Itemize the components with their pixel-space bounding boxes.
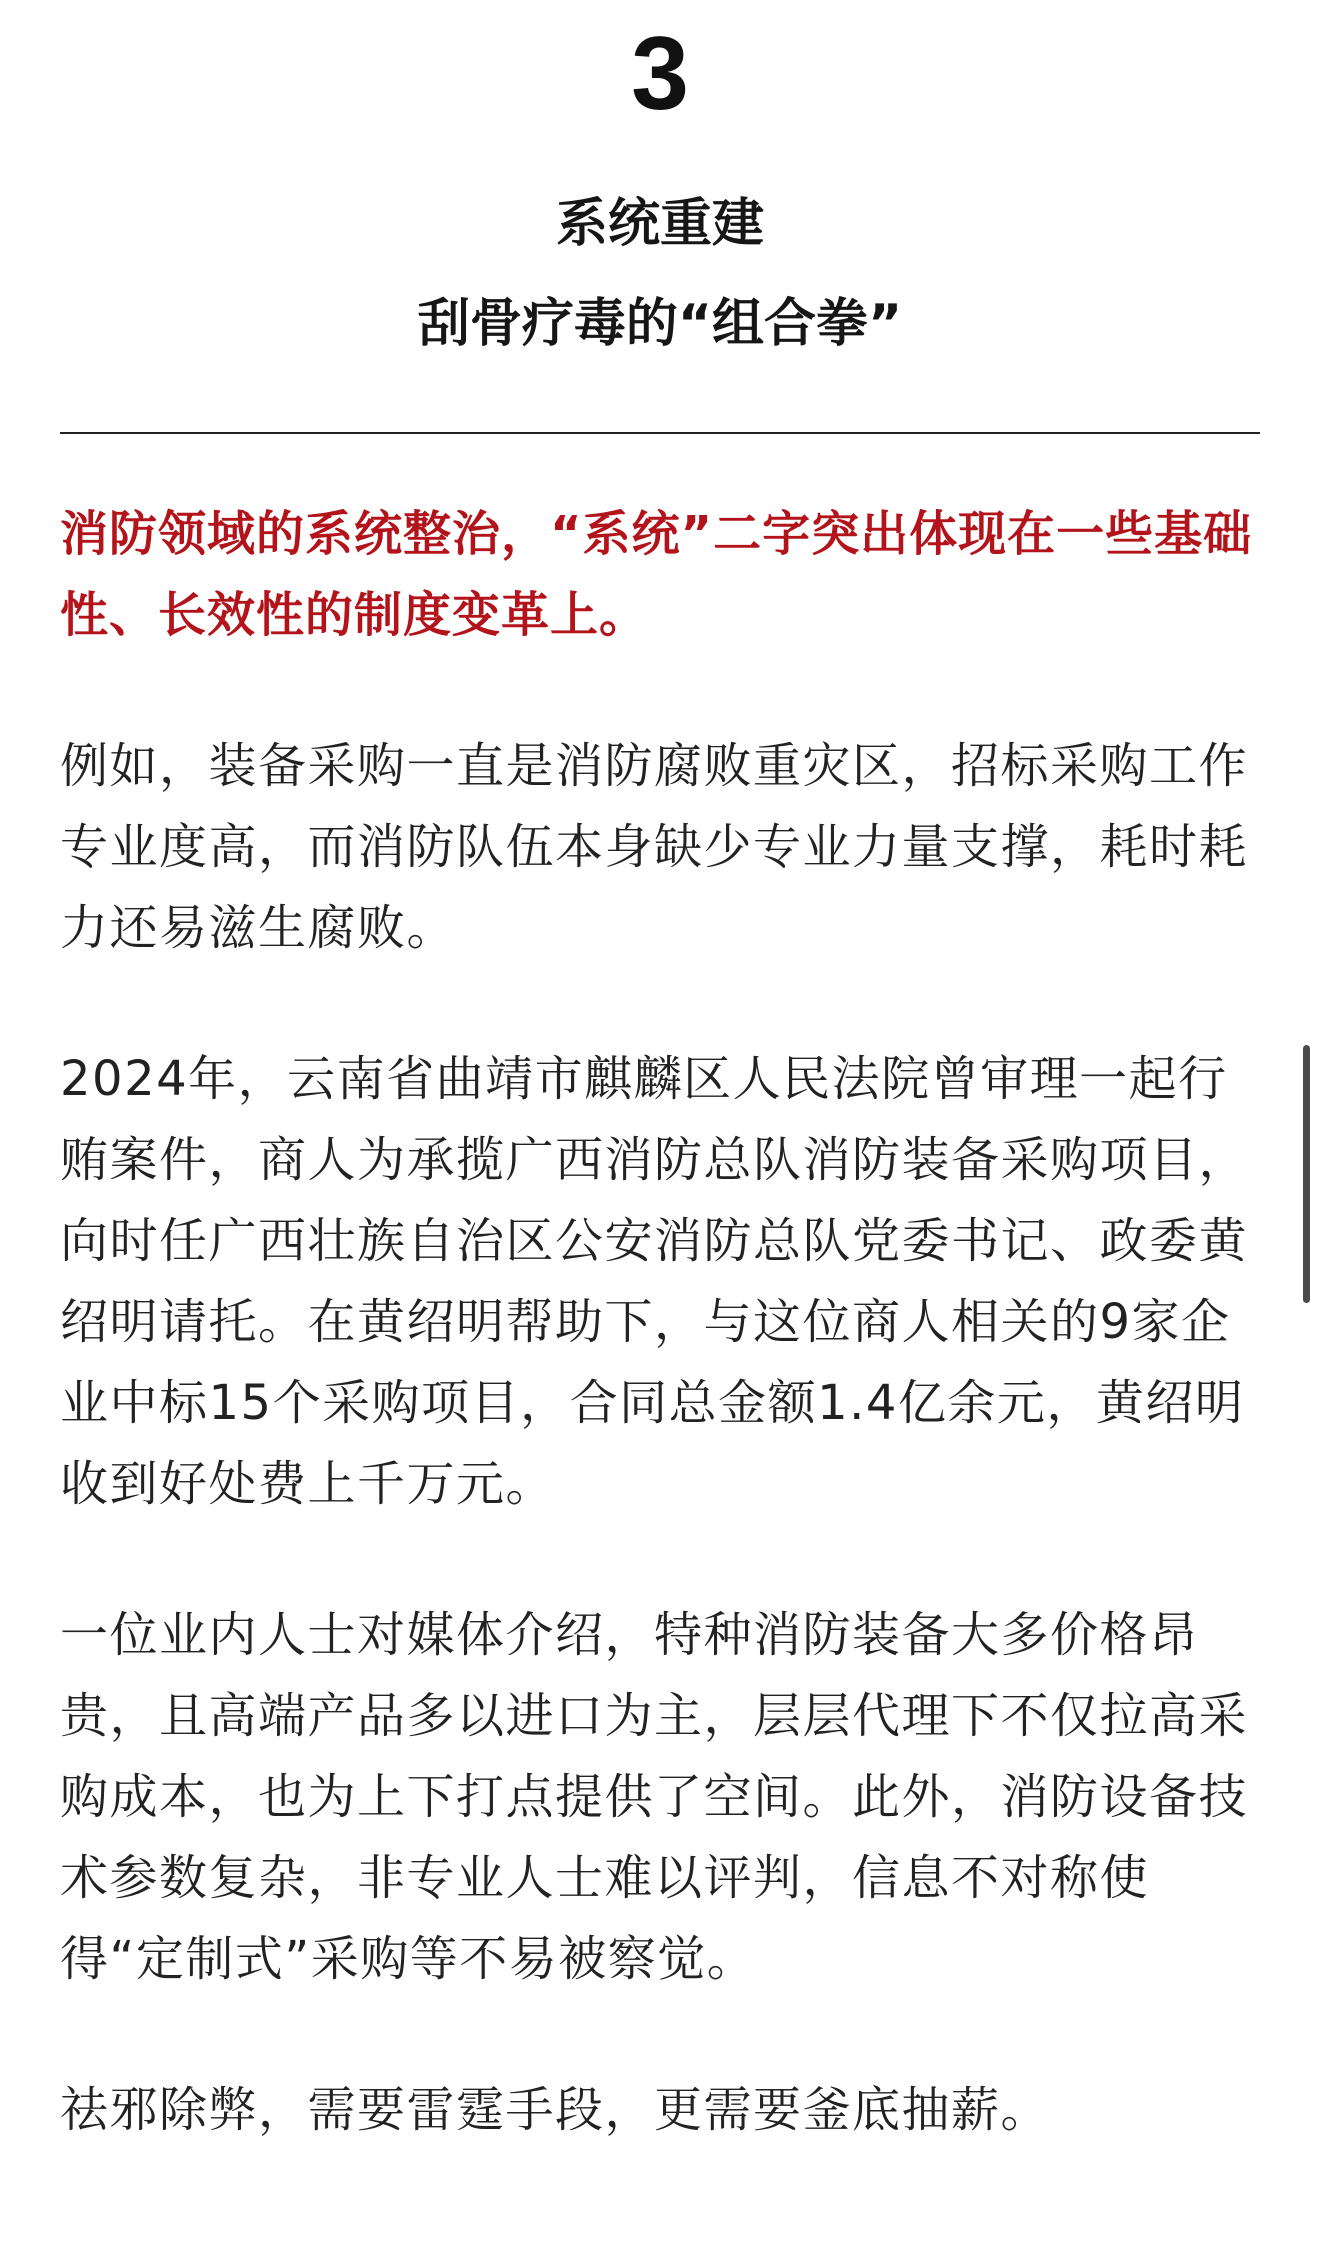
section-divider [60, 432, 1260, 434]
section-title-line1: 系统重建 [555, 194, 764, 254]
body-paragraph: 祛邪除弊，需要雷霆手段，更需要釜底抽薪。 [60, 2082, 1051, 2138]
article [60, 0, 1260, 2151]
section-title-line2: 刮骨疗毒的“组合拳” [417, 294, 903, 354]
section-number: 3 [631, 16, 689, 132]
lead-paragraph: 消防领域的系统整治，“系统”二字突出体现在一些基础性、长效性的制度变革上。 [60, 506, 1253, 643]
body-paragraph: 例如，装备采购一直是消防腐败重灾区，招标采购工作专业度高，而消防队伍本身缺少专业力量支撑，耗时耗力还易滋生腐败。 [60, 738, 1249, 956]
scrollbar-thumb[interactable] [1303, 1045, 1310, 1303]
body-paragraph: 2024年，云南省曲靖市麒麟区人民法院曾审理一起行贿案件，商人为承揽广西消防总队消防装备采购项目，向时任广西壮族自治区公安消防总队党委书记、政委黄绍明请托。在黄绍明帮助下，与这位商人相关的9家企业中标15个采购项目，合同总金额1.4亿余元，黄绍明收到好处费上千万元。 [60, 1051, 1249, 1512]
body-paragraph: 一位业内人士对媒体介绍，特种消防装备大多价格昂贵，且高端产品多以进口为主，层层代理下不仅拉高采购成本，也为上下打点提供了空间。此外，消防设备技术参数复杂，非专业人士难以评判，信息不对称使得“定制式”采购等不易被察觉。 [60, 1607, 1249, 1987]
section-title [60, 174, 1260, 374]
